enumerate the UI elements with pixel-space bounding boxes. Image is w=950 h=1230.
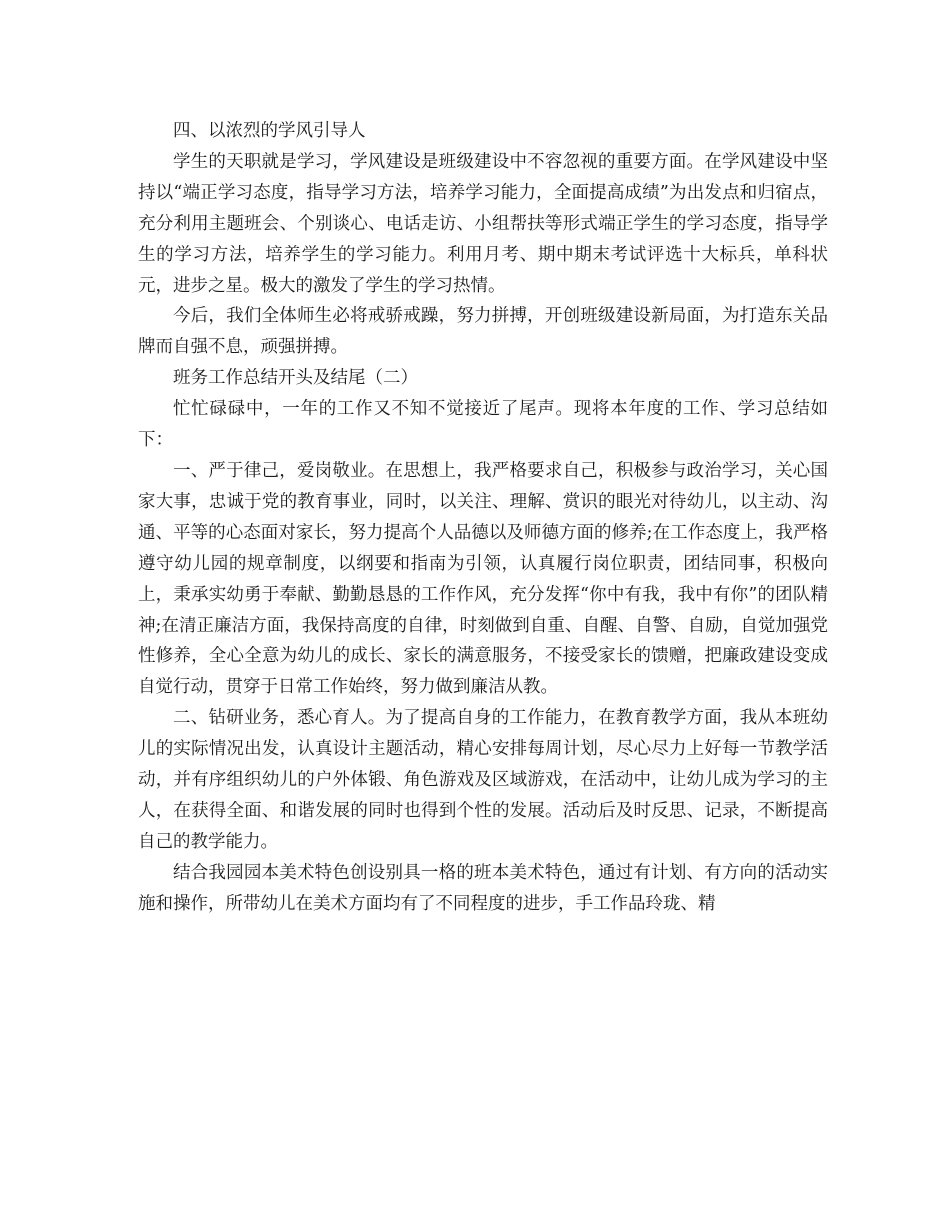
- section-heading-study-style: 四、以浓烈的学风引导人: [173, 121, 366, 141]
- paragraph-self-discipline: 一、严于律己，爱岗敬业。在思想上，我严格要求自己，积极参与政治学习，关心国家大事，忠诚于党的教育事业，同时，以关注、理解、赏识的眼光对待幼儿，以主动、沟通、平等的心态面对家长，努力提高个人品德以及师德方面的修养;在工作态度上，我严格遵守幼儿园的规章制度，以纲要和指南为引领，认真履行岗位职责，团结同事，积极向上，秉承实幼勇于奉献、勤勤恳恳的工作作风，充分发挥“你中有我，我中有你”的团队精神;在清正廉洁方面，我保持高度的自律，时刻做到自重、自醒、自警、自励，自觉加强党性修养，全心全意为幼儿的成长、家长的满意服务，不接受家长的馈赠，把廉政建设变成自觉行动，贯穿于日常工作始终，努力做到廉洁从教。: [138, 460, 828, 698]
- paragraph-study-style: 学生的天职就是学习，学风建设是班级建设中不容忽视的重要方面。在学风建设中坚持以“端正学习态度，指导学习方法，培养学习能力，全面提高成绩”为出发点和归宿点，充分利用主题班会、个别谈心、电话走访、小组帮扶等形式端正学生的学习态度，指导学生的学习方法，培养学生的学习能力。利用月考、期中期末考试评选十大标兵，单科状元，进步之星。极大的激发了学生的学习热情。: [138, 151, 828, 296]
- paragraph-future-outlook: 今后，我们全体师生必将戒骄戒躁，努力拼搏，开创班级建设新局面，为打造东关品牌而自强不息，顽强拼搏。: [138, 306, 828, 358]
- section-heading-summary-two: 班务工作总结开头及结尾（二）: [173, 368, 418, 389]
- paragraph-intro: 忙忙碌碌中，一年的工作又不知不觉接近了尾声。现将本年度的工作、学习总结如下：: [138, 399, 828, 451]
- paragraph-professional-study: 二、钻研业务，悉心育人。为了提高自身的工作能力，在教育教学方面，我从本班幼儿的实际情况出发，认真设计主题活动，精心安排每周计划，尽心尽力上好每一节教学活动，并有序组织幼儿的户外体锻、角色游戏及区域游戏，在活动中，让幼儿成为学习的主人，在获得全面、和谐发展的同时也得到个性的发展。活动后及时反思、记录，不断提高自己的教学能力。: [138, 708, 828, 852]
- paragraph-art-feature: 结合我园园本美术特色创设别具一格的班本美术特色，通过有计划、有方向的活动实施和操作，所带幼儿在美术方面均有了不同程度的进步，手工作品玲珑、精: [138, 862, 828, 914]
- document-body: [138, 116, 828, 920]
